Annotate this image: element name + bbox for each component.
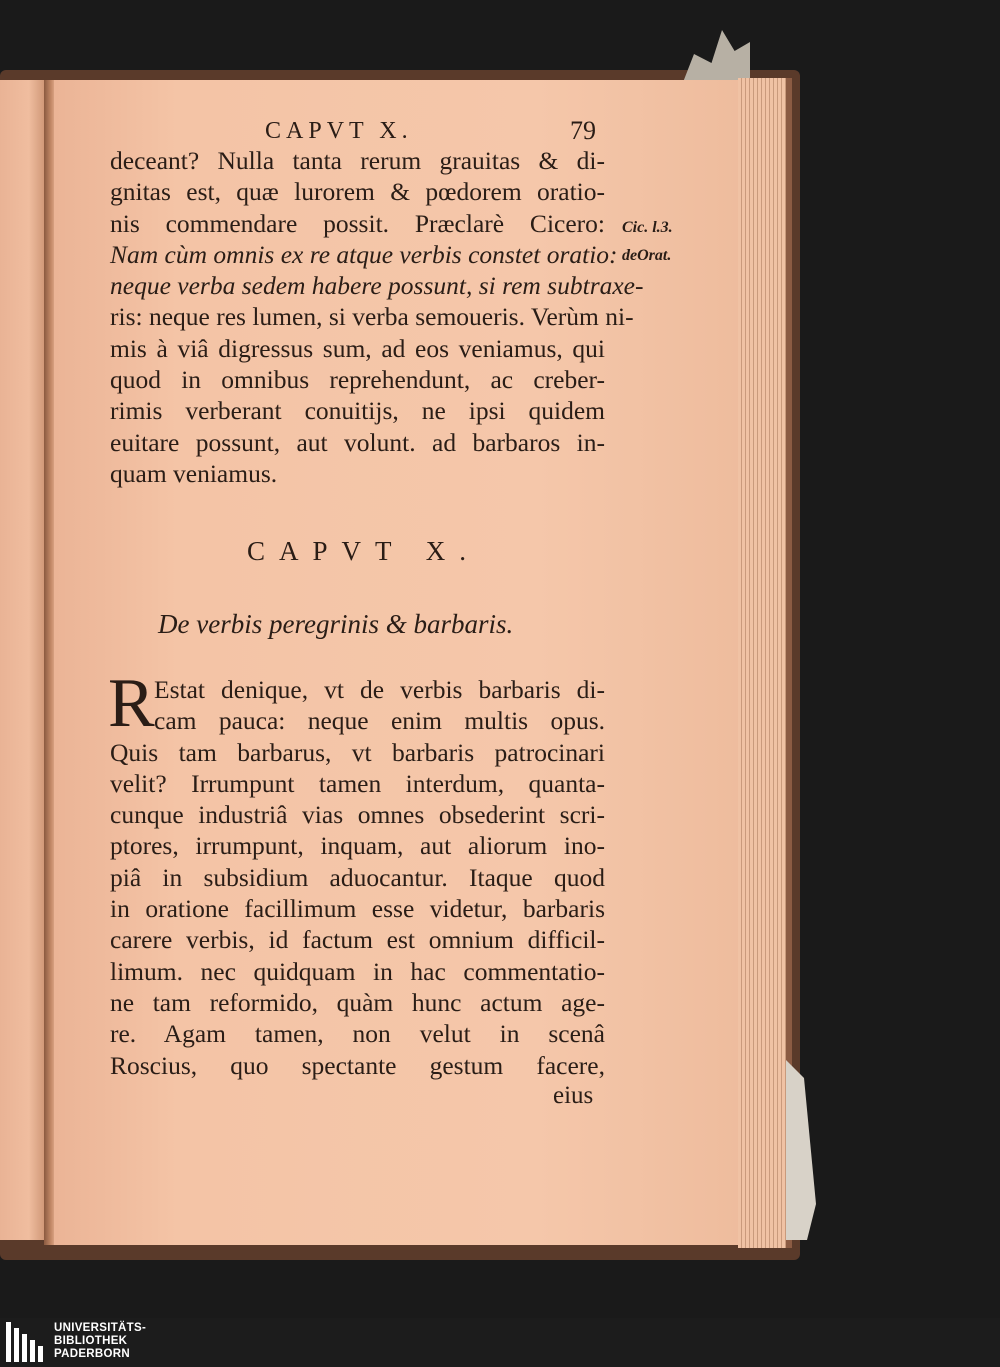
text-line: re. Agam tamen, non velut in scenâ — [110, 1019, 605, 1049]
text-line: Quis tam barbarus, vt barbaris patrocinari — [110, 737, 605, 767]
text-line: quod in omnibus reprehendunt, ac creber- — [110, 365, 605, 395]
text-line: in oratione facillimum esse videtur, barbaris — [110, 894, 605, 924]
paragraph-1 — [110, 145, 644, 489]
text-line: Roscius, quo spectante gestum facere, — [110, 1050, 605, 1080]
library-name-line: PADERBORN — [54, 1348, 130, 1360]
chapter-title: CAPVT X. — [247, 536, 481, 566]
text-line: deceant? Nulla tanta rerum grauitas & di- — [110, 146, 605, 175]
text-line: Estat denique, vt de verbis barbaris di- — [154, 675, 605, 704]
margin-note-line: Cic. l.3. — [622, 219, 673, 236]
library-name-line: BIBLIOTHEK — [54, 1335, 128, 1347]
text-line-italic-quote: Nam cùm omnis ex re atque verbis constet oratio: — [110, 239, 618, 269]
library-footer — [0, 1318, 1000, 1367]
text-line: carere verbis, id factum est omnium difficil- — [110, 925, 605, 955]
chapter-subtitle: De verbis peregrinis & barbaris. — [158, 609, 514, 639]
text-line-italic-quote: neque verba sedem habere possunt, si rem subtraxe- — [110, 271, 644, 301]
text-line: nis commendare possit. Præclarè Cicero: — [110, 208, 605, 238]
library-name-line: UNIVERSITÄTS- — [54, 1322, 147, 1334]
frayed-binding — [786, 1060, 816, 1240]
text-line: gnitas est, quæ lurorem & pœdorem oratio- — [110, 177, 605, 207]
catchword: eius — [553, 1082, 594, 1109]
library-name — [54, 1322, 146, 1361]
text-line: ptores, irrumpunt, inquam, aut aliorum ino- — [110, 831, 605, 861]
left-page-edge — [0, 80, 48, 1240]
paragraph-2 — [108, 665, 605, 1081]
university-library-logo-icon — [6, 1322, 46, 1362]
page-edges — [738, 78, 792, 1248]
text-line: quam veniamus. — [110, 458, 278, 488]
text-line: euitare possunt, aut volunt. ad barbaros in- — [110, 427, 605, 457]
margin-note — [622, 214, 673, 270]
page-number: 79 — [570, 116, 596, 145]
text-line: cam pauca: neque enim multis opus. — [154, 706, 605, 736]
text-line: piâ in subsidium aduocantur. Itaque quod — [110, 862, 605, 892]
text-line: cunque industriâ vias omnes obsederint scri- — [110, 800, 605, 830]
text-line: velit? Irrumpunt tamen interdum, quanta- — [110, 768, 605, 798]
text-line: rimis verberant conuitijs, ne ipsi quidem — [110, 396, 605, 426]
text-line: mis à viâ digressus sum, ad eos veniamus, qui — [110, 333, 605, 363]
drop-cap: R — [108, 665, 155, 742]
margin-note-line: deOrat. — [622, 247, 672, 264]
text-line: ne tam reformido, quàm hunc actum age- — [110, 987, 605, 1017]
text-line: ris: neque res lumen, si verba semoueris. Verùm ni- — [110, 302, 634, 332]
running-head-title: CAPVT X. — [265, 118, 413, 144]
running-head — [265, 116, 596, 145]
text-line: limum. nec quidquam in hac commentatio- — [110, 956, 605, 986]
